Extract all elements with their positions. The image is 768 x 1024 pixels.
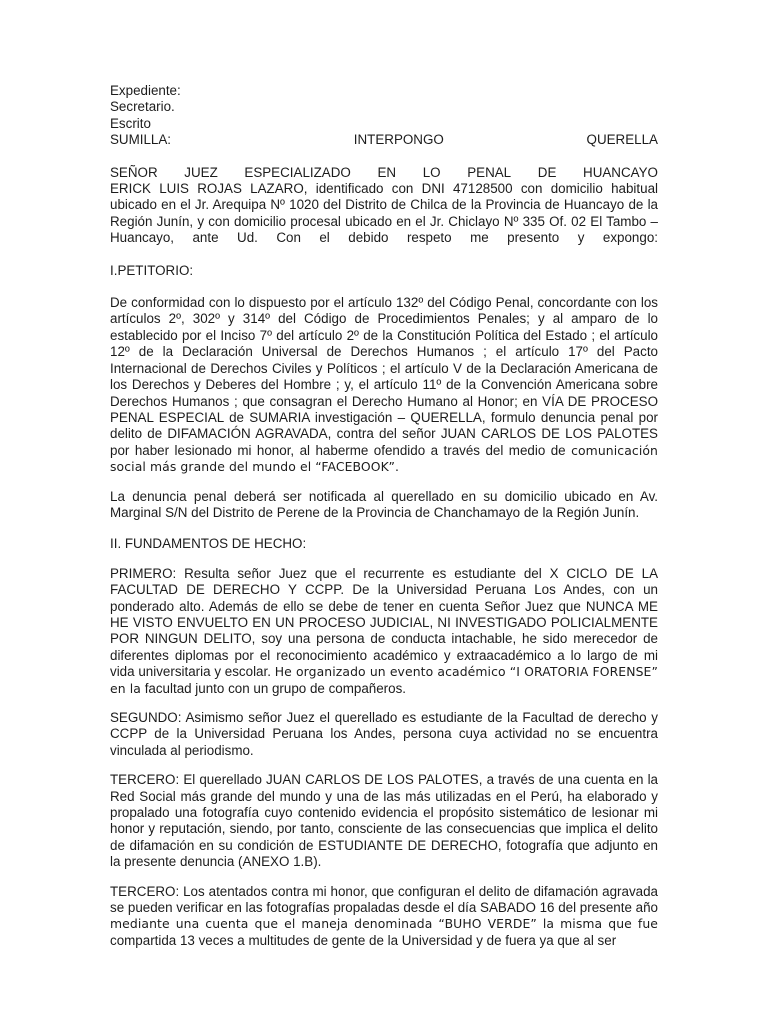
escrito-label: Escrito [110, 115, 151, 131]
primero-alt: He organizado un evento académico “I ORATORIA FORENSE” en la [110, 664, 658, 696]
sumilla-querella: QUERELLA [586, 132, 658, 148]
tercero-b-paragraph [110, 884, 658, 950]
addressee-word: LO [422, 164, 441, 180]
sumilla-line [110, 132, 658, 148]
addressee-word: EN [377, 164, 397, 180]
petitorio-heading: I.PETITORIO: [110, 262, 194, 278]
petitorio-paragraph-tail: comunicación social más grande del mundo el “FACEBOOK”. [110, 442, 658, 475]
notificacion-paragraph: La denuncia penal deberá ser notificada al querellado en su domicilio ubicado en Av. Marginal S/N del Distrito de Perene de la Provincia de Chanchamayo de la Región Junín. [110, 488, 658, 520]
primero-paragraph [110, 566, 658, 697]
addressee-word: JUEZ [184, 164, 218, 180]
tercero-paragraph: TERCERO: El querellado JUAN CARLOS DE LOS PALOTES, a través de una cuenta en la Red Social más grande del mundo y una de las más utilizadas en el Perú, ha elaborado y propalado una fotografía cuyo contenido evidencia el propósito sistemático de lesionar mi honor y reputación, siendo, por tanto, consciente de las consecuencias que implica el delito de difamación en su condición de ESTUDIANTE DE DERECHO, fotografía que adjunto en la presente denuncia (ANEXO 1.B). [110, 772, 658, 870]
secretario-label: Secretario. [110, 99, 175, 115]
intro-paragraph: ERICK LUIS ROJAS LAZARO, identificado con DNI 47128500 con domicilio habitual ubicado en el Jr. Arequipa Nº 1020 del Distrito de Chilca de la Provincia de Huancayo de la Región Junín, y con domicilio procesal ubicado en el Jr. Chiclayo Nº 335 Of. 02 El Tambo – Huancayo, ante Ud. Con el debido respeto me presento y expongo: [110, 181, 658, 246]
petitorio-paragraph [110, 295, 658, 475]
petitorio-paragraph-main: De conformidad con lo dispuesto por el artículo 132º del Código Penal, concordante con los artículos 2º, 302º y 314º del Código de Procedimientos Penales; y al amparo de lo establecido por el Inciso 7º del artículo 2º de la Constitución Política del Estado ; el artículo 12º de la Declaración Universal de Derechos Humanos ; el artículo 17º del Pacto Internacional de Derechos Civiles y Políticos ; el artículo V de la Declaración Americana de los Derechos y Deberes del Hombre ; y, el artículo 11º de la Convención Americana sobre Derechos Humanos ; que consagran el Derecho Humano al Honor; en VÍA DE PROCESO PENAL ESPECIAL de SUMARIA investigación – QUERELLA, formulo denuncia penal por delito de DIFAMACIÓN AGRAVADA, contra del señor JUAN CARLOS DE LOS PALOTES por haber lesionado mi honor, al haberme ofendido a través del medio de [110, 295, 658, 458]
primero-main: PRIMERO: Resulta señor Juez que el recurrente es estudiante del X CICLO DE LA FACULTAD DE DERECHO Y CCPP. De la Universidad Peruana Los Andes, con un ponderado alto. Además de ello se debe de tener en cuenta Señor Juez que NUNCA ME HE VISTO ENVUELTO EN UN PROCESO JUDICIAL, NI INVESTIGADO POLICIALMENTE POR NINGUN DELITO, soy una persona de conducta intachable, he sido merecedor de diferentes diplomas por el reconocimiento académico y extraacadémico a lo largo de mi vida universitaria y escolar. [110, 565, 658, 680]
primero-end: facultad junto con un grupo de compañeros. [144, 680, 406, 696]
addressee-word: PENAL [467, 164, 512, 180]
document-page [110, 83, 658, 949]
segundo-paragraph: SEGUNDO: Asimismo señor Juez el querellado es estudiante de la Facultad de derecho y CCPP de la Universidad Peruana los Andes, persona cuya actividad no se encuentra vinculada al periodismo. [110, 710, 658, 758]
addressee-word: SEÑOR [110, 164, 158, 180]
sumilla-label: SUMILLA: [110, 132, 172, 148]
addressee-word: ESPECIALIZADO [244, 164, 351, 180]
expediente-label: Expediente: [110, 83, 181, 98]
sumilla-interpongo: INTERPONGO [353, 132, 444, 148]
tercero-b-end: compartida 13 veces a multitudes de gente de la Universidad y de fuera ya que al ser [110, 932, 617, 948]
addressee-word: DE [537, 164, 557, 180]
addressee-line [110, 165, 658, 181]
addressee-word: HUANCAYO [583, 164, 658, 180]
tercero-b-main: TERCERO: Los atentados contra mi honor, que configuran el delito de difamación agravada se pueden verificar en las fotografías propaladas desde el día SABADO 16 del presente año [110, 883, 658, 916]
fundamentos-heading: II. FUNDAMENTOS DE HECHO: [110, 536, 307, 552]
tercero-b-alt: mediante una cuenta que el maneja denominada “BUHO VERDE” la misma que fue [110, 916, 658, 932]
